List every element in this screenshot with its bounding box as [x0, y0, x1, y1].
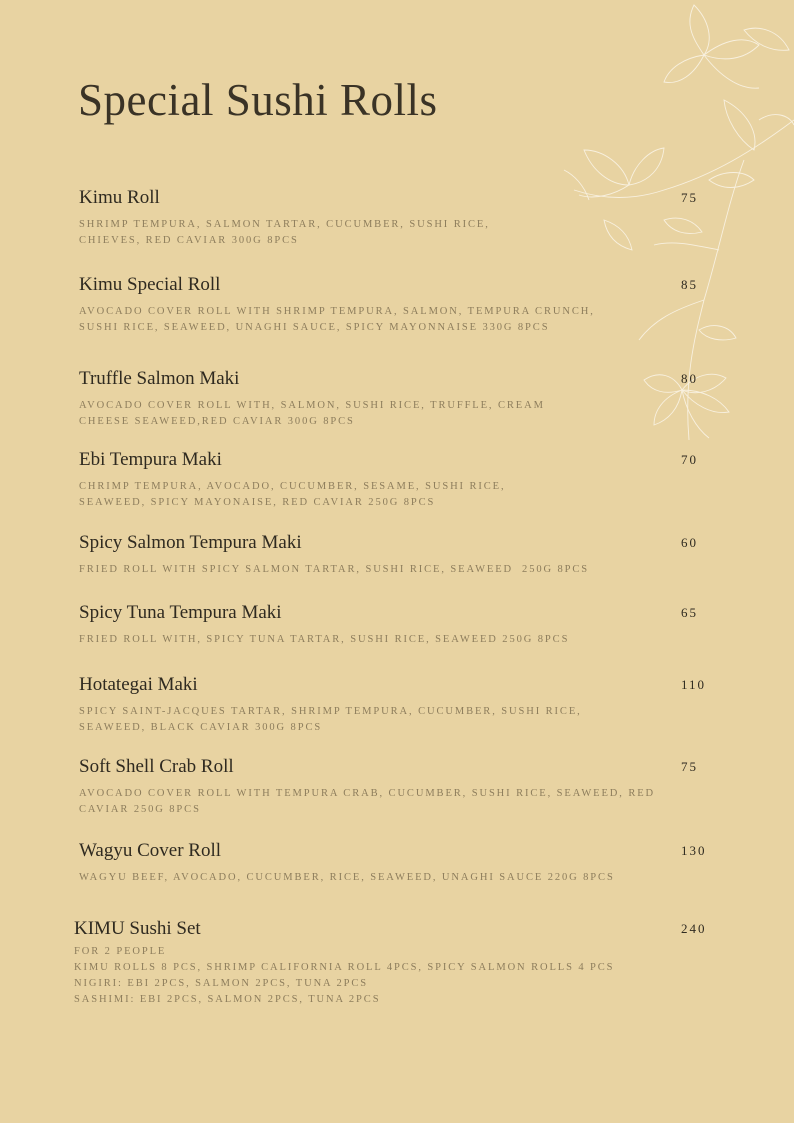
item-name: Kimu Roll	[79, 187, 160, 208]
item-description: WAGYU BEEF, AVOCADO, CUCUMBER, RICE, SEAWEED, UNAGHI SAUCE 220G 8PCS	[79, 872, 615, 883]
menu-item	[79, 532, 719, 578]
set-price: 240	[681, 921, 707, 936]
menu-item	[79, 840, 719, 886]
item-name: Spicy Tuna Tempura Maki	[79, 602, 282, 623]
item-description: AVOCADO COVER ROLL WITH TEMPURA CRAB, CUCUMBER, SUSHI RICE, SEAWEED, RED CAVIAR 250G 8PCS	[79, 788, 656, 815]
item-price: 80	[681, 371, 698, 386]
item-name: Ebi Tempura Maki	[79, 449, 222, 470]
menu-item	[79, 602, 719, 648]
menu-item	[79, 756, 719, 818]
menu-item	[79, 274, 719, 336]
item-description: CHRIMP TEMPURA, AVOCADO, CUCUMBER, SESAME, SUSHI RICE, SEAWEED, SPICY MAYONAISE, RED CAVIAR 250G 8PCS	[79, 481, 506, 508]
item-price: 65	[681, 605, 698, 620]
item-description: FRIED ROLL WITH, SPICY TUNA TARTAR, SUSHI RICE, SEAWEED 250G 8PCS	[79, 634, 570, 645]
item-name: Truffle Salmon Maki	[79, 368, 240, 389]
item-description: AVOCADO COVER ROLL WITH, SALMON, SUSHI RICE, TRUFFLE, CREAM CHEESE SEAWEED,RED CAVIAR 300G 8PCS	[79, 400, 545, 427]
item-name: Wagyu Cover Roll	[79, 840, 222, 861]
item-price: 85	[681, 277, 698, 292]
item-description: SHRIMP TEMPURA, SALMON TARTAR, CUCUMBER, SUSHI RICE, CHIEVES, RED CAVIAR 300G 8PCS	[79, 219, 490, 246]
item-name: Kimu Special Roll	[79, 274, 221, 295]
set-line: FOR 2 PEOPLE	[74, 946, 167, 957]
item-price: 75	[681, 190, 698, 205]
item-name: Soft Shell Crab Roll	[79, 756, 234, 777]
item-description: SPICY SAINT-JACQUES TARTAR, SHRIMP TEMPURA, CUCUMBER, SUSHI RICE, SEAWEED, BLACK CAVIAR 300G 8PCS	[79, 706, 582, 733]
item-description: FRIED ROLL WITH SPICY SALMON TARTAR, SUSHI RICE, SEAWEED 250G 8PCS	[79, 564, 590, 575]
item-price: 130	[681, 843, 707, 858]
menu-item	[79, 187, 719, 249]
set-details	[74, 944, 734, 1008]
item-price: 70	[681, 452, 698, 467]
item-name: Spicy Salmon Tempura Maki	[79, 532, 302, 553]
set-name: KIMU Sushi Set	[74, 918, 201, 939]
menu-item	[79, 674, 719, 736]
item-description: AVOCADO COVER ROLL WITH SHRIMP TEMPURA, SALMON, TEMPURA CRUNCH, SUSHI RICE, SEAWEED, UNAGHI SAUCE, SPICY MAYONNAISE 330G 8PCS	[79, 306, 595, 333]
item-price: 60	[681, 535, 698, 550]
set-line: NIGIRI: EBI 2PCS, SALMON 2PCS, TUNA 2PCS	[74, 978, 369, 989]
item-name: Hotategai Maki	[79, 674, 198, 695]
set-line: SASHIMI: EBI 2PCS, SALMON 2PCS, TUNA 2PCS	[74, 994, 381, 1005]
item-price: 110	[681, 677, 707, 692]
menu-item	[79, 368, 719, 430]
page-title: Special Sushi Rolls	[78, 75, 438, 125]
set-line: KIMU ROLLS 8 PCS, SHRIMP CALIFORNIA ROLL 4PCS, SPICY SALMON ROLLS 4 PCS	[74, 962, 615, 973]
item-price: 75	[681, 759, 698, 774]
menu-item	[79, 449, 719, 511]
sushi-set	[74, 918, 734, 1008]
